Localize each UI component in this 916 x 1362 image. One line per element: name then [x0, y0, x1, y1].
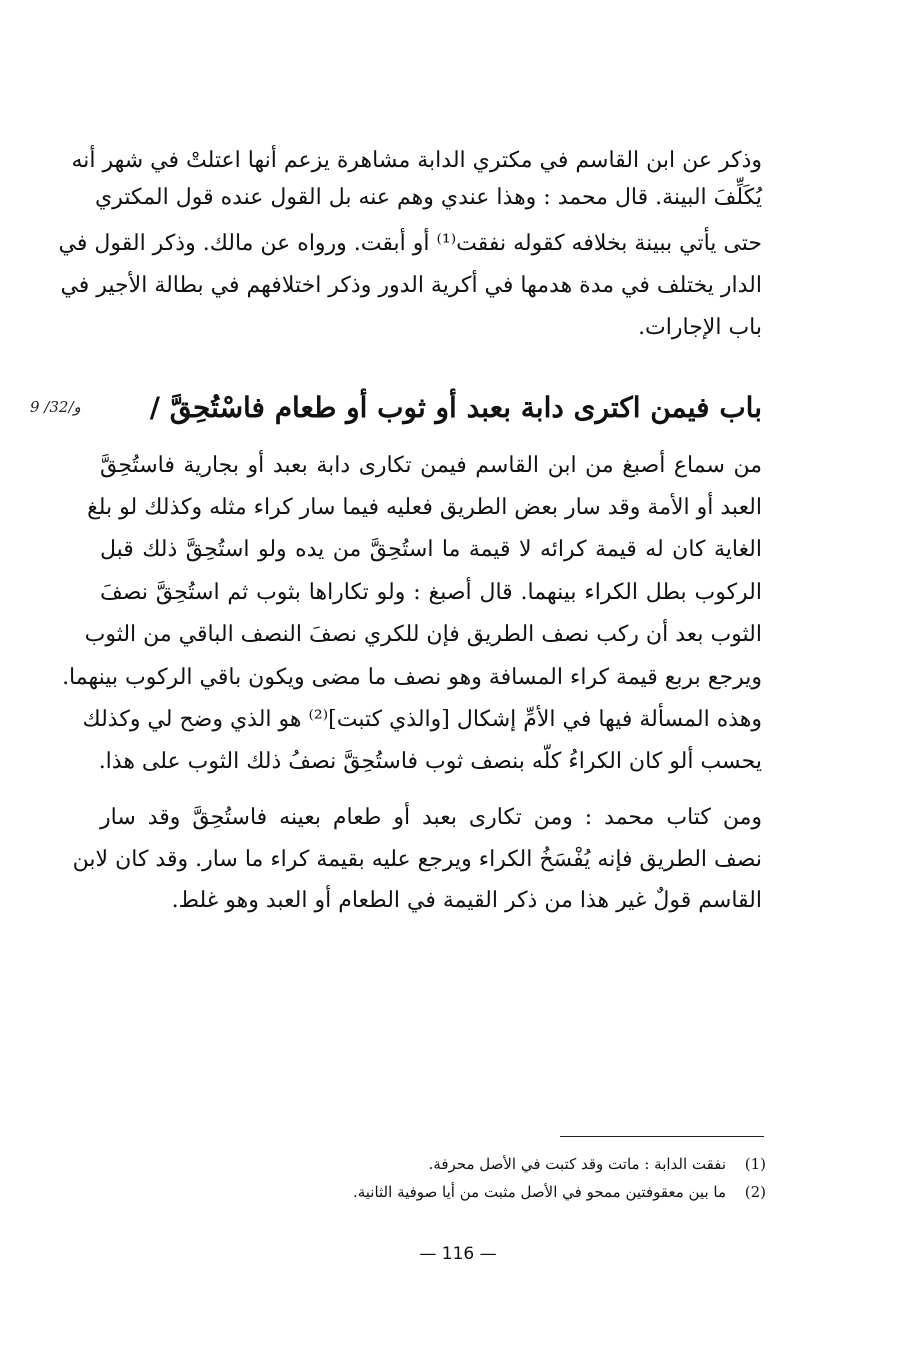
text-line: من سماع أصبغ من ابن القاسم فيمن تكارى دابة بعبد أو بجارية فاستُحِقَّ [100, 453, 762, 478]
manuscript-folio-ref: 9 /32/و [30, 398, 81, 416]
page-number: — 116 — [419, 1244, 497, 1264]
text-line: الثوب بعد أن ركب نصف الطريق فإن للكري نصفَ النصف الباقي من الثوب [84, 622, 762, 647]
text-line: العبد أو الأمة وقد سار بعض الطريق فعليه فيما سار كراء مثله وكذلك لو بلغ [87, 495, 762, 520]
text-line: وذكر عن ابن القاسم في مكتري الدابة مشاهرة يزعم أنها اعتلتْ في شهر أنه [71, 148, 762, 173]
text-line: ويرجع بربع قيمة كراء المسافة وهو نصف ما مضى ويكون باقي الركوب بينهما. [62, 665, 762, 690]
text-line: باب الإجارات. [638, 315, 762, 340]
text-line: وهذه المسألة فيها في الأمِّ إشكال [والذي كتبت]⁽²⁾ هو الذي وضح لي وكذلك [82, 707, 762, 732]
text-line: نصف الطريق فإنه يُفْسَخُ الكراء ويرجع عليه بقيمة كراء ما سار. وقد كان لابن [72, 847, 762, 872]
text-line: يحسب ألو كان الكراءُ كلّه بنصف ثوب فاستُحِقَّ نصفُ ذلك الثوب على هذا. [98, 749, 762, 774]
footnote-separator [560, 1136, 764, 1137]
footnote-number: (2) [744, 1183, 766, 1201]
chapter-heading: باب فيمن اكترى دابة بعبد أو ثوب أو طعام فاسْتُحِقَّ / [149, 391, 762, 424]
text-line: القاسم قولٌ غير هذا من ذكر القيمة في الطعام أو العبد وهو غلط. [171, 888, 762, 913]
text-line: الدار يختلف في مدة هدمها في أكرية الدور وذكر اختلافهم في بطالة الأجير في [60, 273, 762, 298]
footnote-number: (1) [744, 1155, 766, 1173]
footnote [353, 1150, 766, 1178]
footnote-text: نفقت الدابة : ماتت وقد كتبت في الأصل محرفة. [428, 1155, 726, 1173]
text-line: الركوب بطل الكراء بينهما. قال أصبغ : ولو تكاراها بثوب ثم استُحِقَّ نصفَ [100, 580, 762, 605]
text-line: حتى يأتي ببينة بخلافه كقوله نفقت⁽¹⁾ أو أبقت. ورواه عن مالك. وذكر القول في [58, 231, 762, 256]
text-line: يُكَلِّفَ البينة. قال محمد : وهذا عندي وهم عنه بل القول عنده قول المكتري [95, 185, 762, 210]
text-line: الغاية كان له قيمة كرائه لا قيمة ما استُحِقَّ من يده ولو استُحِقَّ ذلك قبل [100, 537, 762, 562]
footnote [353, 1178, 766, 1206]
footnote-text: ما بين معقوفتين ممحو في الأصل مثبت من أيا صوفية الثانية. [352, 1183, 726, 1201]
text-line: ومن كتاب محمد : ومن تكارى بعبد أو طعام بعينه فاستُحِقَّ وقد سار [100, 805, 762, 830]
footnotes [353, 1150, 766, 1206]
